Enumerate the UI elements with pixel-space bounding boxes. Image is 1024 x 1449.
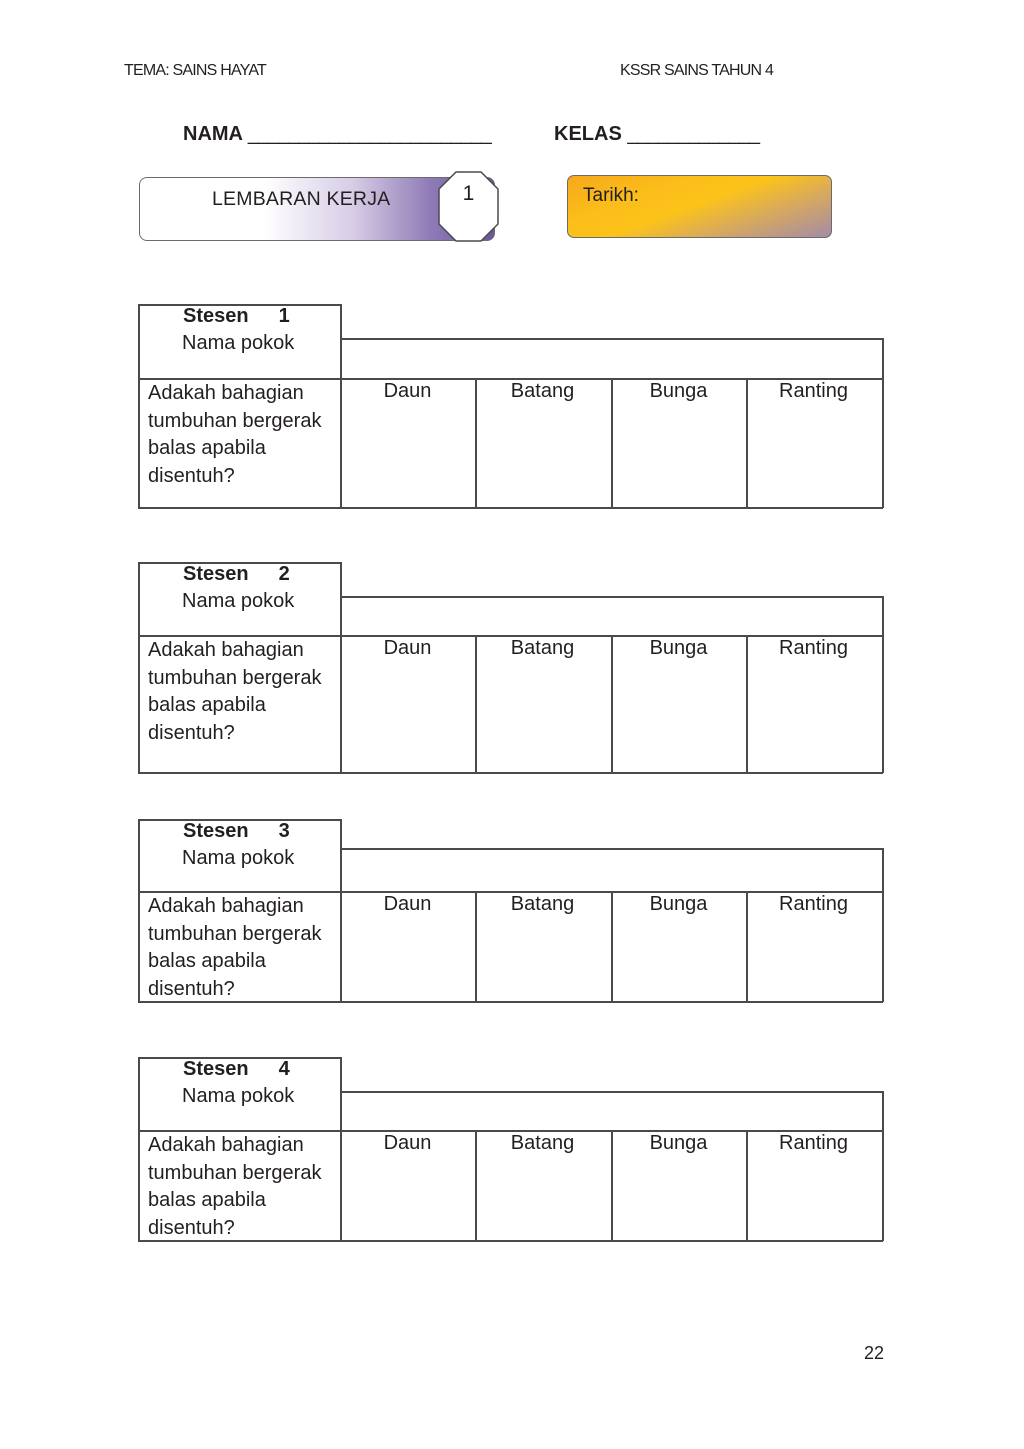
station-question: Adakah bahagian tumbuhan bergerak balas apabila disentuh? (148, 895, 322, 1000)
worksheet-number: 1 (462, 182, 475, 205)
station-number: 2 (278, 563, 290, 585)
station-label: Stesen (183, 305, 249, 327)
plant-name-label: Nama pokok (182, 847, 295, 869)
table-rule (138, 507, 883, 509)
table-rule (882, 596, 884, 773)
table-rule (882, 1091, 884, 1241)
plant-part-ranting[interactable]: Ranting (779, 893, 848, 915)
plant-name-input[interactable] (342, 340, 881, 377)
station-table (138, 304, 883, 509)
plant-part-bunga[interactable]: Bunga (649, 893, 708, 915)
plant-name-label: Nama pokok (182, 332, 295, 354)
station-number: 1 (278, 305, 290, 327)
plant-part-daun[interactable]: Daun (383, 1132, 432, 1154)
plant-part-batang[interactable]: Batang (510, 637, 575, 659)
table-rule (138, 819, 140, 1002)
plant-part-daun[interactable]: Daun (383, 893, 432, 915)
station-table (138, 1057, 883, 1242)
page-number: 22 (864, 1343, 885, 1363)
station-title (183, 820, 290, 843)
name-line[interactable]: ________________________ (247, 123, 491, 145)
class-field[interactable] (554, 123, 759, 146)
table-rule (882, 848, 884, 1002)
name-label: NAMA (183, 123, 243, 145)
name-field[interactable] (183, 123, 491, 146)
station-question: Adakah bahagian tumbuhan bergerak balas apabila disentuh? (148, 382, 322, 487)
table-rule (340, 304, 342, 508)
plant-part-batang[interactable]: Batang (510, 380, 575, 402)
table-rule (138, 1057, 140, 1241)
plant-part-ranting[interactable]: Ranting (779, 637, 848, 659)
plant-part-bunga[interactable]: Bunga (649, 380, 708, 402)
station-label: Stesen (183, 563, 249, 585)
station-number: 4 (278, 1058, 290, 1080)
plant-name-input[interactable] (342, 598, 881, 634)
header-theme: TEMA: SAINS HAYAT (124, 62, 266, 79)
table-rule (138, 304, 140, 508)
table-rule (138, 562, 140, 773)
station-question: Adakah bahagian tumbuhan bergerak balas apabila disentuh? (148, 1134, 322, 1239)
plant-part-batang[interactable]: Batang (510, 1132, 575, 1154)
date-label: Tarikh: (583, 185, 639, 206)
plant-part-daun[interactable]: Daun (383, 637, 432, 659)
worksheet-label: LEMBARAN KERJA (212, 188, 391, 210)
station-title (183, 1058, 290, 1081)
table-rule (138, 772, 883, 774)
station-label: Stesen (183, 1058, 249, 1080)
plant-part-ranting[interactable]: Ranting (779, 1132, 848, 1154)
class-label: KELAS (554, 123, 622, 145)
plant-name-label: Nama pokok (182, 1085, 295, 1107)
station-table (138, 819, 883, 1003)
plant-name-input[interactable] (342, 850, 881, 890)
plant-part-bunga[interactable]: Bunga (649, 1132, 708, 1154)
station-title (183, 305, 290, 328)
class-line[interactable]: _____________ (627, 123, 759, 145)
plant-name-label: Nama pokok (182, 590, 295, 612)
station-table (138, 562, 883, 774)
plant-part-ranting[interactable]: Ranting (779, 380, 848, 402)
plant-part-bunga[interactable]: Bunga (649, 637, 708, 659)
station-title (183, 563, 290, 586)
plant-name-input[interactable] (342, 1093, 881, 1129)
station-number: 3 (278, 820, 290, 842)
table-rule (882, 338, 884, 508)
plant-part-daun[interactable]: Daun (383, 380, 432, 402)
station-question: Adakah bahagian tumbuhan bergerak balas apabila disentuh? (148, 639, 322, 744)
table-rule (340, 562, 342, 773)
station-label: Stesen (183, 820, 249, 842)
header-course: KSSR SAINS TAHUN 4 (620, 62, 774, 79)
plant-part-batang[interactable]: Batang (510, 893, 575, 915)
